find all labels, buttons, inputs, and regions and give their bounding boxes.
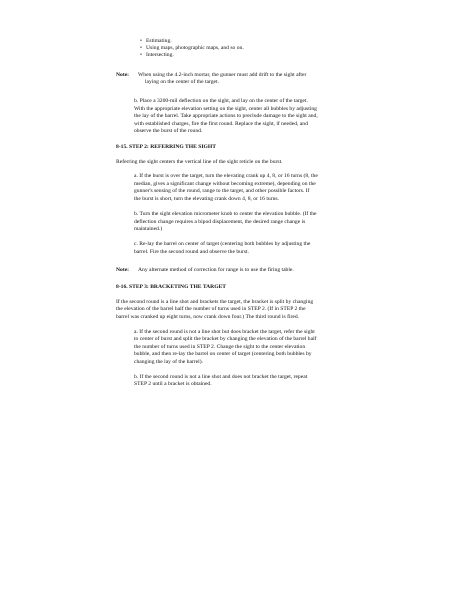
paragraph-line: changing the lay of the barrel). [134, 359, 203, 365]
paragraph-line: b. Place a 3200-mil deflection on the sight, and lay on the center of the target. [134, 98, 308, 104]
paragraph-line: a. If the burst is over the target, turn the elevating crank up 4, 8, or 16 turns (8, the [134, 173, 318, 179]
paragraph-line: gunner's sensing of the round, range to the target, and other possible factors. If [134, 188, 310, 194]
paragraph-line: bubble, and then re-lay the barrel on center of target (centering both bubbles by [134, 351, 312, 357]
paragraph-line: barrel was cranked up eight turns, now crank down four.) The third round is fired. [116, 314, 300, 320]
paragraph-line: deflection change requires a bipod displacement, the desired range change is [134, 219, 306, 225]
paragraph-line: b. If the second round is not a line shot and does not bracket the target, repeat [134, 374, 308, 380]
list-item: • Intersecting. [146, 52, 174, 59]
paragraph-line: median, gives a significant change without becoming extreme), depending on the [134, 181, 316, 187]
paragraph-line: the number of turns used in STEP 2. Change the sight to the center elevation [134, 344, 306, 350]
paragraph-line: c. Re-lay the barrel on center of target (centering both bubbles by adjusting the [134, 241, 311, 247]
section-heading: 8-16. STEP 3: BRACKETING THE TARGET [116, 284, 227, 290]
note-text-line: Any alternate method of correction for range is to use the firing table. [138, 267, 294, 273]
paragraph-line: the elevation of the barrel half the number of turns used in STEP 2. (If in STEP 2 the [116, 306, 306, 312]
note-text-line: laying on the center of the target. [145, 79, 219, 85]
paragraph-line: With the appropriate elevation setting on the sight, center all bubbles by adjusting [134, 106, 317, 112]
paragraph-line: If the second round is a line shot and brackets the target, the bracket is split by changing [116, 299, 314, 305]
list-item: • Estimating. [146, 38, 172, 45]
paragraph-line: the lay of the barrel. Take appropriate actions to preclude damage to the sight and, [134, 113, 318, 119]
paragraph-line: with established charges, fire the first round. Replace the sight, if needed, and [134, 121, 308, 127]
note-label: Note: [116, 72, 130, 78]
paragraph-line: to center of burst and split the bracket by changing the elevation of the barrel half [134, 336, 317, 342]
list-item: • Using maps, photographic maps, and so on. [146, 45, 244, 52]
note-text-line: When using the 4.2-inch mortar, the gunner must add drift to the sight after [138, 72, 307, 78]
paragraph-line: barrel. Fire the second round and observe the burst. [134, 249, 249, 255]
section-intro: Referring the sight centers the vertical line of the sight reticle on the burst. [116, 159, 283, 165]
paragraph-line: maintained.) [134, 226, 163, 232]
paragraph-line: observe the burst of the round. [134, 128, 203, 134]
section-heading: 8-15. STEP 2: REFERRING THE SIGHT [116, 144, 216, 150]
paragraph-line: STEP 2 until a bracket is obtained. [134, 381, 212, 387]
note-label: Note: [116, 267, 130, 273]
paragraph-line: a. If the second round is not a line shot but does bracket the target, refer the sight [134, 329, 315, 335]
paragraph-line: the burst is short, turn the elevating crank down 4, 8, or 16 turns. [134, 196, 279, 202]
paragraph-line: b. Turn the sight elevation micrometer knob to center the elevation bubble. (If the [134, 211, 317, 217]
